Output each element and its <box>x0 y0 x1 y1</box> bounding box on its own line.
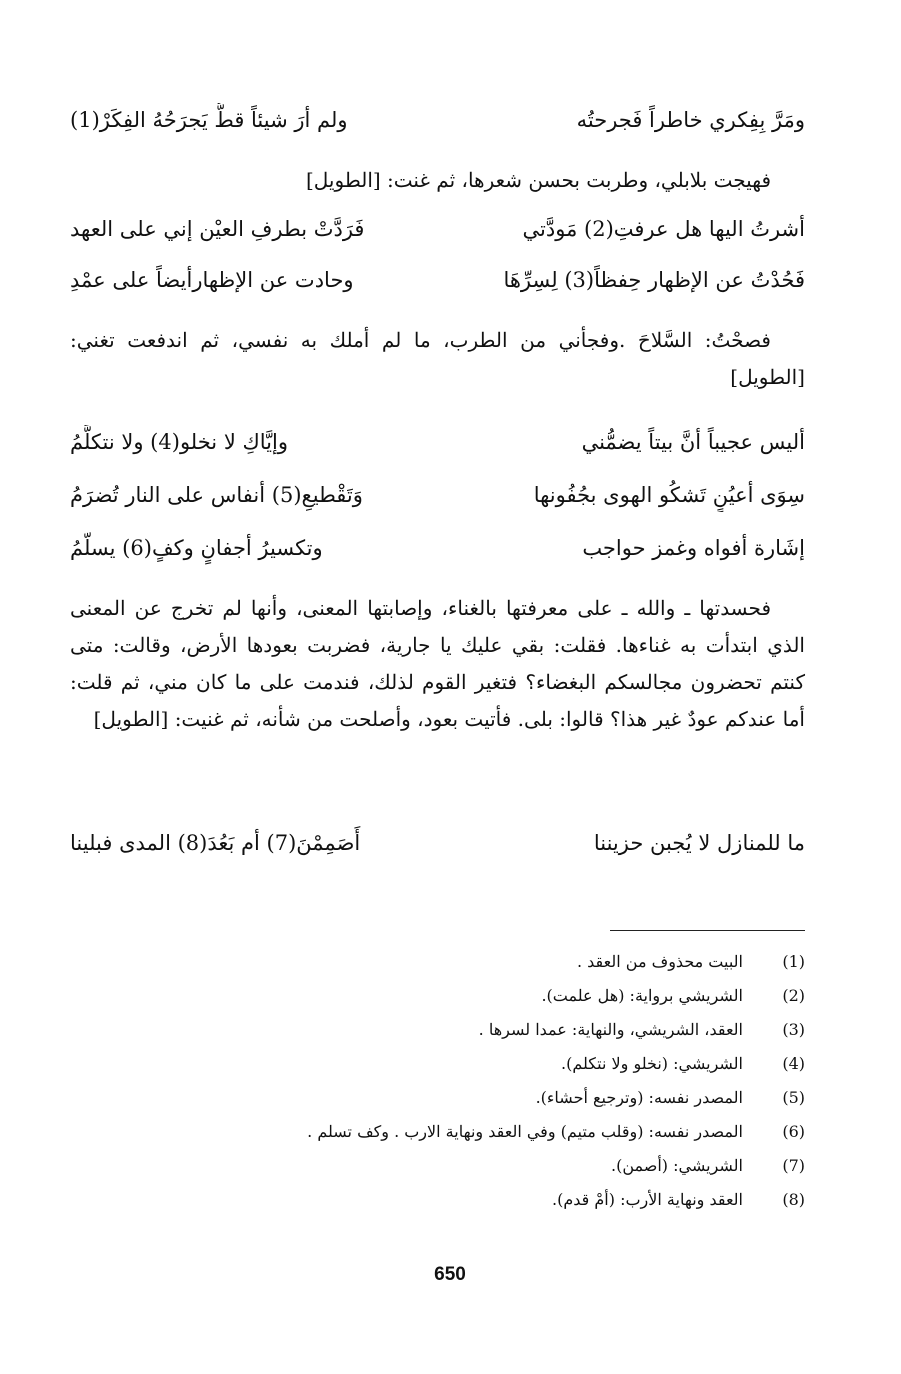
verse-6-first-hemistich: إشَارة أفواه وغمز حواجب <box>582 536 805 560</box>
footnote-3 <box>70 1013 805 1047</box>
paragraph-2: فصحْتُ: السَّلاحَ .وفجأني من الطرب، ما لم أملك به نفسي، ثم اندفعت تغني: [الطويل] <box>70 328 805 389</box>
footnote-text: العقد ونهاية الأرب: (أمْ قدم). <box>552 1190 743 1209</box>
verse-5-first-hemistich: سِوَى أعيُنٍ تَشكُو الهوى بجُفُونها <box>533 483 805 507</box>
footnotes <box>70 945 805 1217</box>
footnote-text: الشريشي برواية: (هل علمت). <box>541 986 743 1005</box>
verse-3-first-hemistich: فَحُدْتُ عن الإظهار حِفظاً(3) لِسِرِّهَا <box>503 268 805 292</box>
verse-6 <box>70 531 805 565</box>
verse-2 <box>70 212 805 246</box>
footnote-number: (7) <box>782 1156 805 1175</box>
verse-4 <box>70 425 805 459</box>
footnote-8 <box>70 1183 805 1217</box>
footnote-number: (3) <box>782 1020 805 1039</box>
footnote-text: العقد، الشريشي، والنهاية: عمدا لسرها . <box>478 1020 743 1039</box>
verse-7-second-hemistich: أَصَمِمْنَ(7) أم بَعُدَ(8) المدى فبلينا <box>70 831 361 855</box>
verse-5 <box>70 478 805 512</box>
footnote-separator <box>610 930 805 931</box>
verse-1 <box>70 103 805 137</box>
verse-7-first-hemistich: ما للمنازل لا يُجبن حزيننا <box>593 831 805 855</box>
verse-2-first-hemistich: أشرتُ اليها هل عرفتِ(2) مَودَّتي <box>522 217 805 241</box>
footnote-7 <box>70 1149 805 1183</box>
verse-1-first-hemistich: ومَرَّ بِفِكري خاطراً فَجرحتُه <box>576 108 805 132</box>
page-number: 650 <box>434 1264 466 1285</box>
footnote-number: (8) <box>782 1190 805 1209</box>
footnote-text: البيت محذوف من العقد . <box>576 952 743 971</box>
footnote-2 <box>70 979 805 1013</box>
footnote-number: (6) <box>782 1122 805 1141</box>
footnote-number: (4) <box>782 1054 805 1073</box>
footnote-number: (1) <box>782 952 805 971</box>
footnote-5 <box>70 1081 805 1115</box>
verse-4-second-hemistich: وإيَّاكِ لا نخلو(4) ولا نتكلَّمُ <box>70 430 288 454</box>
footnote-number: (5) <box>782 1088 805 1107</box>
paragraph-1: فهيجت بلابلي، وطربت بحسن شعرها، ثم غنت: [الطويل] <box>305 168 771 192</box>
verse-1-second-hemistich: ولم أرَ شيئاً قطُّ يَجرَحُهُ الفِكَرْ(1) <box>70 108 348 132</box>
footnote-1 <box>70 945 805 979</box>
verse-7 <box>70 826 805 860</box>
footnote-4 <box>70 1047 805 1081</box>
footnote-text: المصدر نفسه: (وقلب متيم) وفي العقد ونهاية الارب . وكف تسلم . <box>307 1122 743 1141</box>
footnote-6 <box>70 1115 805 1149</box>
footnote-number: (2) <box>782 986 805 1005</box>
verse-4-first-hemistich: أليس عجيباً أنَّ بيتاً يضمُّني <box>581 430 805 454</box>
verse-2-second-hemistich: فَرَدَّتْ بطرفِ العيْن إني على العهد <box>70 217 365 241</box>
footnote-text: الشريشي: (أصمن). <box>611 1156 743 1175</box>
footnote-text: المصدر نفسه: (وترجيع أحشاء). <box>535 1088 743 1107</box>
paragraph-3: فحسدتها ـ والله ـ على معرفتها بالغناء، وإصابتها المعنى، وأنها لم تخرج عن المعنى الذي ابتدأت به غناءها. فقلت: بقي عليك يا جارية، فضربت بعودها الأرض، وقالت: متى كنتم تحضرون مجالسكم البغضاء؟ فتغير القوم لذلك، فندمت على ما كان مني، ثم قلت: أما عندكم عودٌ غير هذا؟ قالوا: بلى. فأتيت بعود، وأصلحت من شأنه، ثم غنيت: [الطويل] <box>70 596 805 731</box>
verse-3-second-hemistich: وحادت عن الإظهارأيضاً على عمْدِ <box>70 268 354 292</box>
verse-3 <box>70 263 805 297</box>
verse-6-second-hemistich: وتكسيرُ أجفانٍ وكفٍ(6) يسلّمُ <box>70 536 323 560</box>
footnote-text: الشريشي: (نخلو ولا نتكلم). <box>561 1054 743 1073</box>
verse-5-second-hemistich: وَتَقْطيعِ(5) أنفاس على النار تُضرَمُ <box>70 483 363 507</box>
